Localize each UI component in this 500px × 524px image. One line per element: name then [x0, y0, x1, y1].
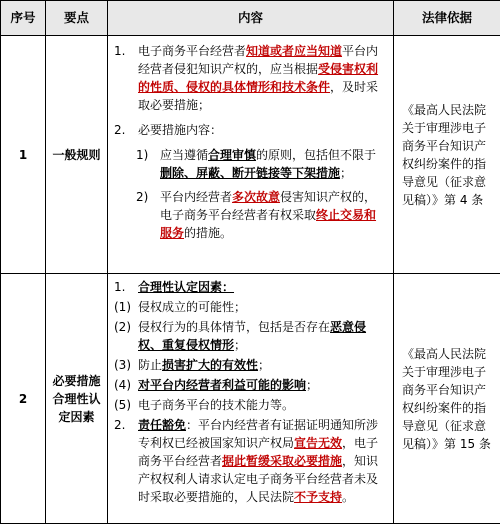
row-point: 必要措施合理性认定因素 — [46, 274, 108, 524]
header-content: 内容 — [108, 1, 394, 36]
list-item: 2. 责任豁免：平台内经营者有证据证明通知所涉专利权已经被国家知识产权局宣告无效，电子商务平台经营者据此暂缓采取必要措施，知识产权权利人请求认定电子商务平台经营者未及时采取必要措施的，人民法院不予支持。 — [114, 416, 387, 506]
row-number: 2 — [1, 274, 46, 524]
row-number: 1 — [1, 36, 46, 274]
sub-list-item: 1) 应当遵循合理审慎的原则，包括但不限于删除、屏蔽、断开链接等下架措施； — [136, 146, 387, 182]
row-content — [108, 36, 394, 274]
table-row — [1, 274, 500, 524]
header-law: 法律依据 — [394, 1, 500, 36]
list-item: 1. 合理性认定因素： — [114, 278, 387, 296]
list-item: (1) 侵权成立的可能性； — [114, 298, 387, 316]
table-row — [1, 36, 500, 274]
list-item: 2. 必要措施内容： — [114, 121, 387, 139]
header-row — [1, 1, 500, 36]
list-item: (4) 对平台内经营者利益可能的影响； — [114, 376, 387, 394]
header-no: 序号 — [1, 1, 46, 36]
row-content — [108, 274, 394, 524]
list-item: (3) 防止损害扩大的有效性； — [114, 356, 387, 374]
law-basis: 《最高人民法院关于审理涉电子商务平台知识产权纠纷案件的指导意见（征求意见稿）》第 4 条 — [394, 36, 500, 274]
header-point: 要点 — [46, 1, 108, 36]
row-point: 一般规则 — [46, 36, 108, 274]
list-item: (2) 侵权行为的具体情节，包括是否存在恶意侵权、重复侵权情形； — [114, 318, 387, 354]
list-item: 1. 电子商务平台经营者知道或者应当知道平台内经营者侵犯知识产权的，应当根据受侵害权利的性质、侵权的具体情形和技术条件，及时采取必要措施； — [114, 42, 387, 114]
sub-list-item: 2) 平台内经营者多次故意侵害知识产权的，电子商务平台经营者有权采取终止交易和服务的措施。 — [136, 188, 387, 242]
list-item: (5) 电子商务平台的技术能力等。 — [114, 396, 387, 414]
law-basis: 《最高人民法院关于审理涉电子商务平台知识产权纠纷案件的指导意见（征求意见稿）》第 15 条 — [394, 274, 500, 524]
